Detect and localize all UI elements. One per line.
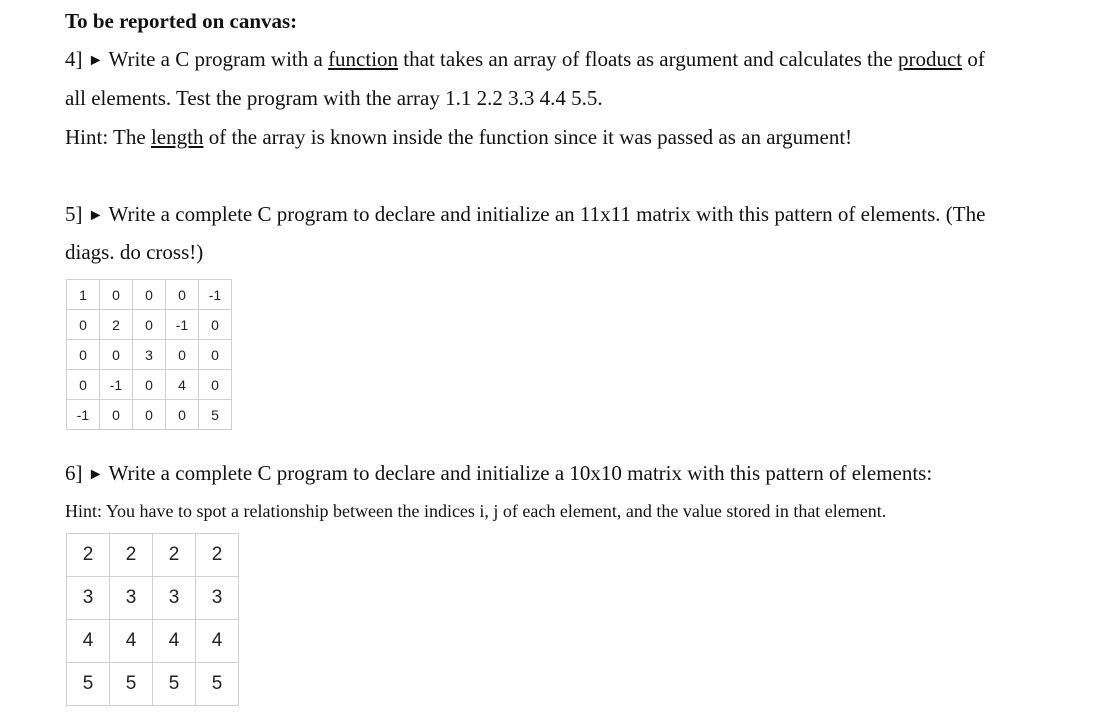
matrix-cell: 2: [100, 310, 133, 340]
matrix-cell: 4: [153, 620, 196, 663]
matrix-cell: 0: [67, 340, 100, 370]
matrix-cell: -1: [199, 280, 232, 310]
length-underlined: length: [150, 125, 204, 149]
matrix-cell: 3: [196, 577, 239, 620]
matrix-cell: -1: [100, 370, 133, 400]
matrix-cell: 3: [110, 577, 153, 620]
matrix-cell: 3: [153, 577, 196, 620]
matrix-cell: 3: [133, 340, 166, 370]
matrix-cell: 0: [100, 280, 133, 310]
matrix-cell: 0: [133, 370, 166, 400]
matrix-5x5-diagonals: [66, 279, 232, 430]
matrix-cell: 0: [100, 340, 133, 370]
matrix-cell: 0: [100, 400, 133, 430]
q4-number: 4]: [65, 47, 83, 71]
matrix-cell: 0: [67, 370, 100, 400]
arrow-icon: ►: [87, 52, 104, 69]
table-row: [67, 400, 232, 430]
table-row: [67, 310, 232, 340]
table-row: [67, 340, 232, 370]
matrix-cell: 4: [166, 370, 199, 400]
matrix-cell: 0: [133, 280, 166, 310]
matrix-cell: 4: [67, 620, 110, 663]
table-row: [67, 620, 239, 663]
table-row: [67, 280, 232, 310]
q4-line-1: [65, 47, 985, 74]
q4-line-2: all elements. Test the program with the array 1.1 2.2 3.3 4.4 5.5.: [65, 86, 603, 110]
matrix-cell: 5: [199, 400, 232, 430]
matrix-cell: 2: [153, 534, 196, 577]
matrix-cell: -1: [67, 400, 100, 430]
table-row: [67, 663, 239, 706]
q4-hint-a: Hint: The: [65, 125, 151, 149]
q4-hint: [65, 125, 852, 149]
matrix-cell: 5: [110, 663, 153, 706]
q4-text-c: of: [962, 47, 985, 71]
matrix-cell: 0: [199, 340, 232, 370]
q5-line-2: diags. do cross!): [65, 240, 204, 264]
q5-number: 5]: [65, 202, 83, 226]
q4-hint-b: of the array is known inside the function since it was passed as an argument!: [203, 125, 853, 149]
matrix-cell: 1: [67, 280, 100, 310]
arrow-icon: ►: [87, 207, 104, 224]
q6-text: Write a complete C program to declare and initialize a 10x10 matrix with this pattern of elements:: [108, 461, 933, 485]
matrix-cell: 2: [67, 534, 110, 577]
matrix-cell: 2: [196, 534, 239, 577]
matrix-4x4-rows: [66, 533, 239, 706]
matrix-cell: 0: [133, 310, 166, 340]
matrix-cell: 0: [133, 400, 166, 430]
page-heading: To be reported on canvas:: [65, 9, 298, 33]
matrix-cell: 0: [67, 310, 100, 340]
matrix-cell: 0: [166, 280, 199, 310]
table-row: [67, 534, 239, 577]
matrix-cell: 4: [110, 620, 153, 663]
q6-line-1: [65, 461, 932, 488]
matrix-cell: 4: [196, 620, 239, 663]
function-underlined: function: [328, 47, 399, 71]
q5-line-1: [65, 202, 985, 229]
matrix-cell: 0: [166, 400, 199, 430]
table-row: [67, 577, 239, 620]
q6-hint: Hint: You have to spot a relationship between the indices i, j of each element, and the value stored in that element.: [65, 501, 887, 521]
q6-number: 6]: [65, 461, 83, 485]
arrow-icon: ►: [87, 466, 104, 483]
q4-text-b: that takes an array of floats as argument and calculates the: [398, 47, 898, 71]
matrix-cell: 5: [67, 663, 110, 706]
q4-text-a: Write a C program with a: [108, 47, 329, 71]
matrix-cell: 2: [110, 534, 153, 577]
product-underlined: product: [897, 47, 963, 71]
matrix-cell: 5: [153, 663, 196, 706]
table-row: [67, 370, 232, 400]
matrix-cell: 0: [166, 340, 199, 370]
matrix-cell: 0: [199, 370, 232, 400]
matrix-cell: 0: [199, 310, 232, 340]
q5-text: Write a complete C program to declare and initialize an 11x11 matrix with this pattern of elements. (The: [108, 202, 986, 226]
matrix-cell: 5: [196, 663, 239, 706]
matrix-cell: -1: [166, 310, 199, 340]
matrix-cell: 3: [67, 577, 110, 620]
